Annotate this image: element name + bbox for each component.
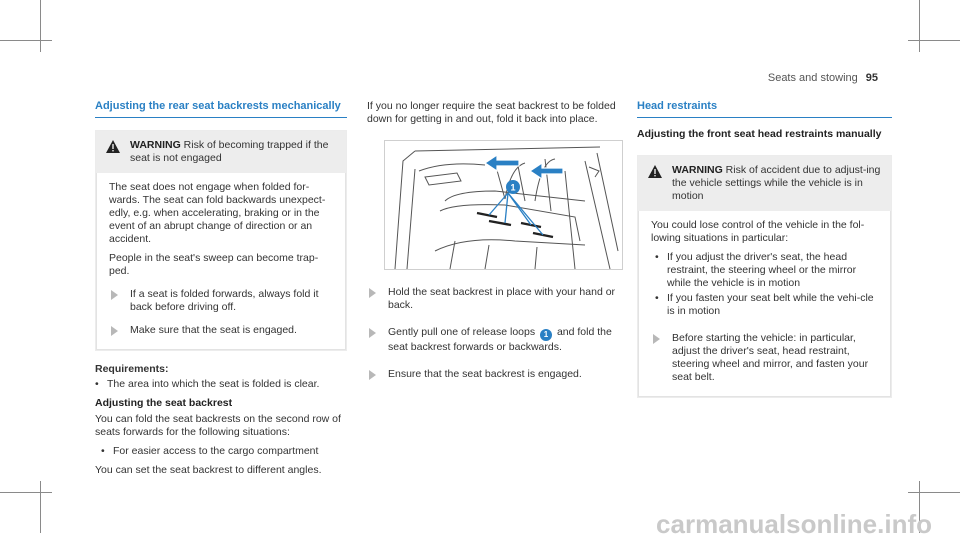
subheading: Adjusting the front seat head restraints manually <box>637 128 882 140</box>
seat-drawing <box>385 141 622 269</box>
step-item <box>367 326 622 354</box>
step-arrow-icon <box>369 288 376 298</box>
warning-headline: Risk of becoming trapped if the seat is not engaged <box>130 139 329 164</box>
bullet-icon: • <box>655 292 659 304</box>
warning-text: People in the seat's sweep can become trap-ped. <box>109 252 319 277</box>
step-arrow-icon <box>653 334 660 344</box>
callout-1-icon: 1 <box>540 329 552 341</box>
watermark: carmanualsonline.info <box>656 509 932 539</box>
step-arrow-icon <box>111 326 118 336</box>
step-text: If a seat is folded forwards, always fold it back before driving off. <box>130 288 319 313</box>
list-item <box>95 378 347 391</box>
list-item <box>655 292 878 318</box>
paragraph: If you no longer require the seat backrest to be folded down for getting in and out, fold it back into place. <box>367 100 616 125</box>
warning-header <box>638 156 891 211</box>
paragraph: You can fold the seat backrests on the second row of seats forwards for the following situations: <box>95 413 341 438</box>
list-text: If you adjust the driver's seat, the head restraint, the steering wheel or the mirror while the vehicle is in motion <box>667 251 857 289</box>
warning-text: You could lose control of the vehicle in the fol-lowing situations in particular: <box>651 219 865 244</box>
warning-triangle-icon <box>106 140 120 153</box>
section-heading: Adjusting the rear seat backrests mechanically <box>95 100 347 118</box>
warning-triangle-icon <box>648 165 662 178</box>
crop-mark <box>908 492 960 493</box>
step-text-part: and fold the seat backrest forwards or backwards. <box>388 326 612 353</box>
step-item <box>109 324 333 337</box>
callout-label: 1 <box>510 182 516 193</box>
warning-header <box>96 131 346 173</box>
step-item <box>651 332 878 384</box>
bullet-icon: • <box>101 445 105 457</box>
page-header <box>768 72 878 85</box>
list-text: If you fasten your seat belt while the vehi-cle is in motion <box>667 292 874 317</box>
warning-label: WARNING <box>130 139 181 151</box>
crop-mark <box>40 481 41 533</box>
step-text-part: Gently pull one of release loops <box>388 326 536 338</box>
crop-mark <box>0 40 52 41</box>
requirements-label: Requirements: <box>95 363 169 375</box>
warning-body <box>96 173 346 350</box>
crop-mark <box>40 0 41 52</box>
crop-mark <box>0 492 52 493</box>
column-left <box>95 100 347 483</box>
page-number: 95 <box>865 72 878 84</box>
warning-headline: Risk of accident due to adjust-ing the vehicle settings while the vehicle is in motion <box>672 164 881 202</box>
paragraph: You can set the seat backrest to different angles. <box>95 464 322 476</box>
seat-illustration <box>384 140 623 270</box>
step-text: Make sure that the seat is engaged. <box>130 324 297 336</box>
requirements <box>95 363 347 391</box>
step-item <box>367 368 622 381</box>
section-title: Seats and stowing <box>767 72 858 84</box>
step-item <box>109 288 333 314</box>
subheading: Adjusting the seat backrest <box>95 397 233 409</box>
section-heading: Head restraints <box>637 100 892 118</box>
bullet-icon: • <box>655 251 659 263</box>
step-arrow-icon <box>369 370 376 380</box>
step-item <box>367 286 622 312</box>
list-text: The area into which the seat is folded is clear. <box>107 378 320 390</box>
crop-mark <box>908 40 960 41</box>
step-arrow-icon <box>369 328 376 338</box>
list-item <box>101 445 347 458</box>
list-item <box>655 251 878 290</box>
crop-mark <box>919 0 920 52</box>
step-text <box>388 326 622 354</box>
step-text: Hold the seat backrest in place with your hand or back. <box>388 286 616 311</box>
step-text: Before starting the vehicle: in particular, adjust the driver's seat, head restraint, steering wheel and mirror, and fasten your seat belt. <box>672 332 869 383</box>
step-arrow-icon <box>111 290 118 300</box>
warning-box <box>637 155 892 398</box>
warning-body <box>638 211 891 397</box>
warning-text: The seat does not engage when folded for-wards. The seat can fold backwards unexpect-edly, e.g. when accelerating, braking or in the event of an abrupt change of direction or an accident. <box>109 181 326 245</box>
warning-label: WARNING <box>672 164 723 176</box>
step-text: Ensure that the seat backrest is engaged. <box>388 368 582 380</box>
column-right <box>637 100 892 398</box>
bullet-icon: • <box>95 378 99 390</box>
column-middle <box>367 100 622 381</box>
list-text: For easier access to the cargo compartment <box>113 445 319 457</box>
warning-box <box>95 130 347 351</box>
